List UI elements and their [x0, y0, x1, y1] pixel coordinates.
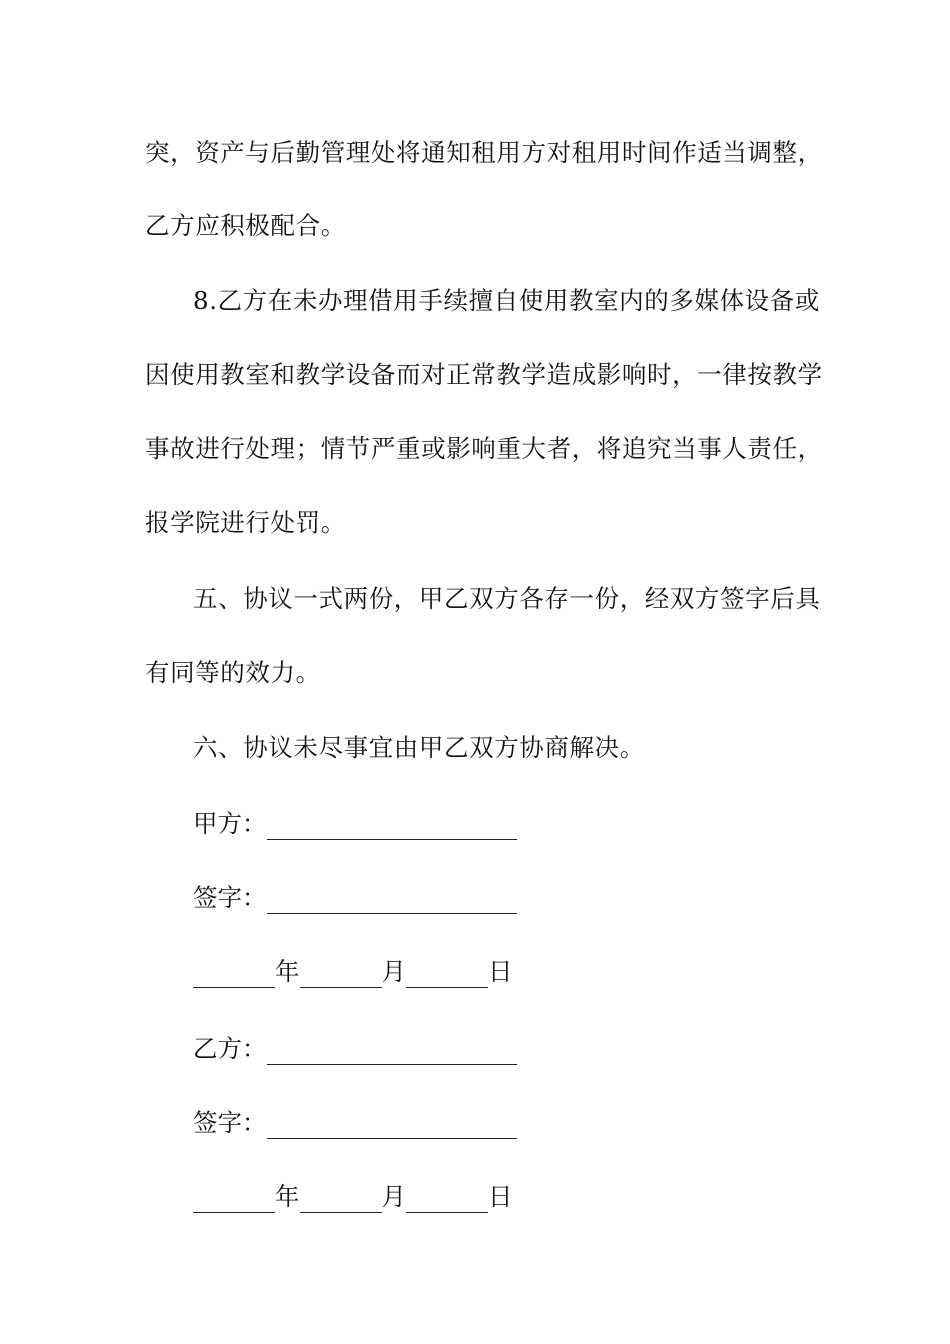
day-label: 日 — [488, 957, 513, 986]
month-blank — [300, 1190, 382, 1213]
year-blank — [193, 1190, 275, 1213]
sign-b-blank — [267, 1116, 517, 1139]
paragraph-line: 8.乙方在未办理借用手续擅自使用教室内的多媒体设备或 — [193, 286, 820, 315]
paragraph-line: 报学院进行处罚。 — [145, 508, 346, 537]
month-blank — [300, 965, 382, 988]
year-label: 年 — [275, 1182, 300, 1211]
date-a-row — [193, 956, 513, 988]
year-label: 年 — [275, 957, 300, 986]
day-blank — [406, 965, 488, 988]
paragraph-line: 因使用教室和教学设备而对正常教学造成影响时，一律按教学 — [145, 360, 823, 389]
paragraph-line: 乙方应积极配合。 — [145, 211, 346, 240]
sign-a-label: 签字： — [193, 883, 267, 912]
month-label: 月 — [381, 957, 406, 986]
day-label: 日 — [488, 1182, 513, 1211]
sign-b-label: 签字： — [193, 1108, 267, 1137]
party-a-row — [193, 808, 517, 840]
paragraph-line: 六、协议未尽事宜由甲乙双方协商解决。 — [193, 733, 645, 762]
sign-a-row — [193, 882, 517, 914]
party-a-label: 甲方： — [193, 809, 267, 838]
sign-a-blank — [267, 891, 517, 914]
day-blank — [406, 1190, 488, 1213]
paragraph-line: 突，资产与后勤管理处将通知租用方对租用时间作适当调整， — [145, 138, 823, 167]
party-b-blank — [267, 1042, 517, 1065]
date-b-row — [193, 1181, 513, 1213]
party-b-row — [193, 1033, 517, 1065]
sign-b-row — [193, 1107, 517, 1139]
party-a-blank — [267, 817, 517, 840]
month-label: 月 — [381, 1182, 406, 1211]
paragraph-line: 五、协议一式两份，甲乙双方各存一份，经双方签字后具 — [193, 584, 821, 613]
paragraph-line: 有同等的效力。 — [145, 658, 321, 687]
year-blank — [193, 965, 275, 988]
party-b-label: 乙方： — [193, 1034, 267, 1063]
paragraph-line: 事故进行处理；情节严重或影响重大者，将追究当事人责任， — [145, 434, 823, 463]
